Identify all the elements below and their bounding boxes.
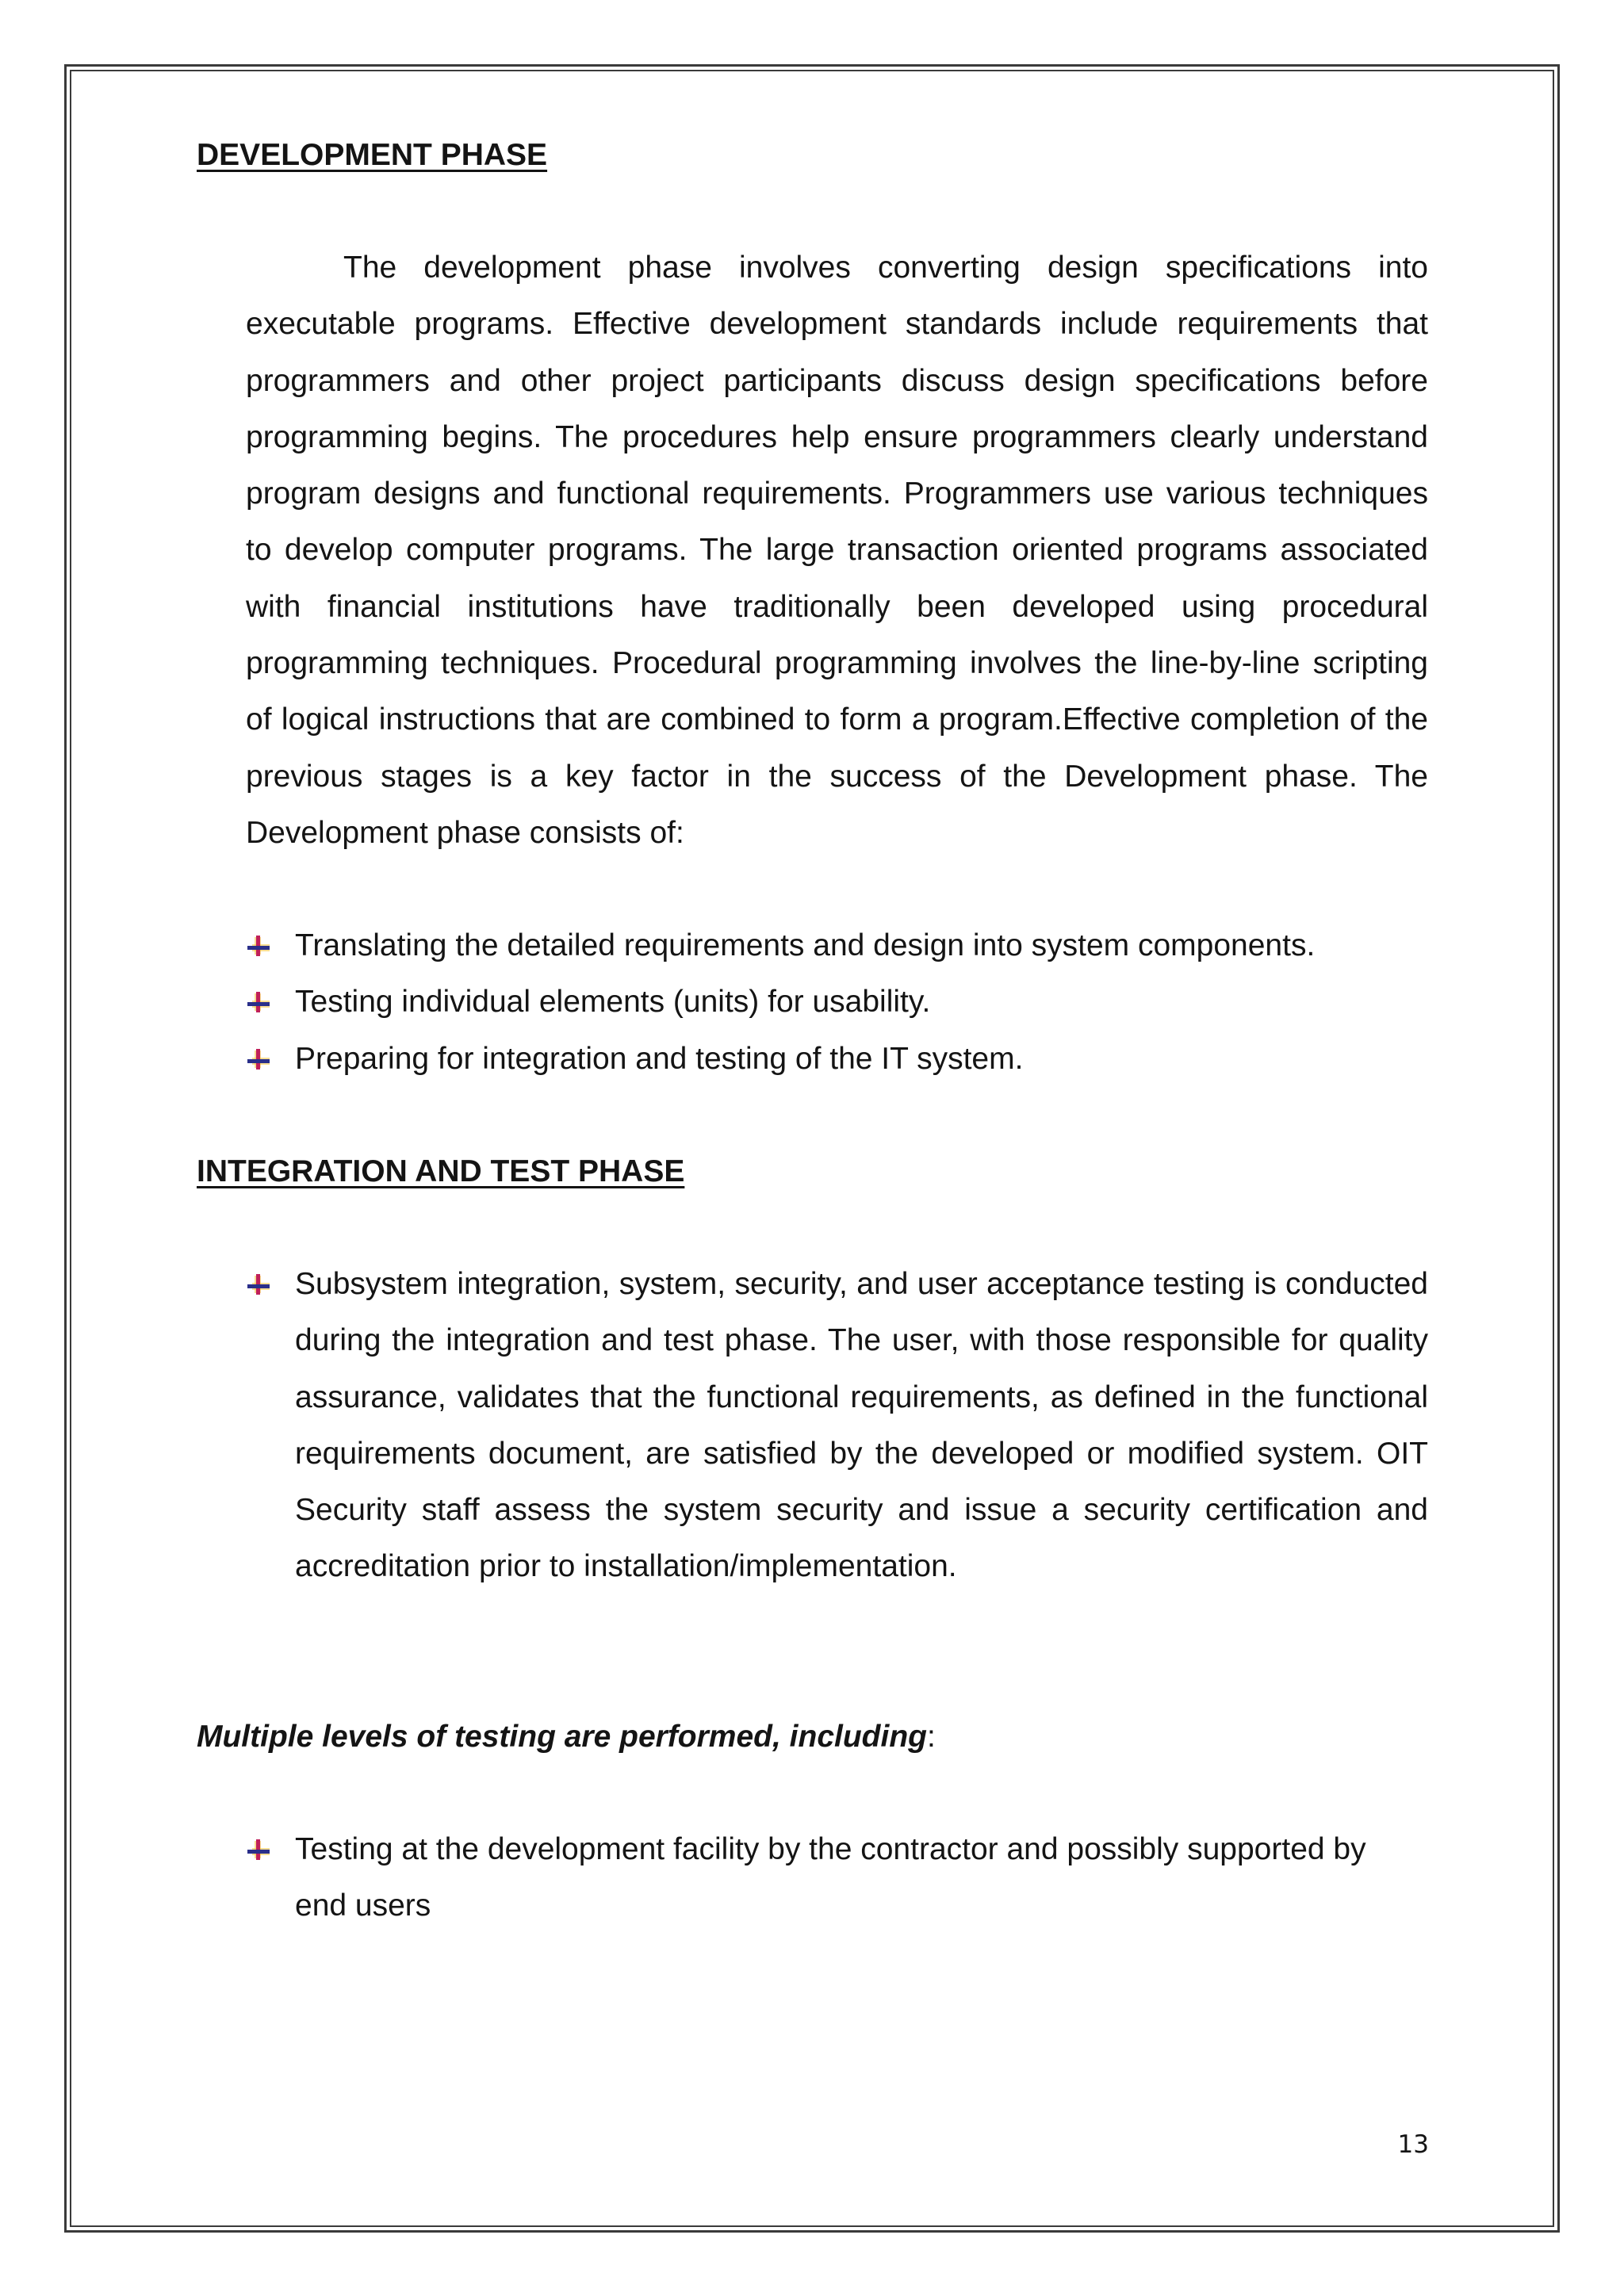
integration-phase-bullet-list — [246, 1256, 1428, 1595]
list-item-text: Testing individual elements (units) for usability. — [295, 985, 931, 1020]
cross-bullet-icon — [246, 936, 271, 958]
page-number: 13 — [1397, 2130, 1429, 2159]
list-item — [246, 974, 1428, 1030]
development-phase-paragraph: The development phase involves converting design specifications into executable programs. Effective development standards include requirements that programmers and other project participants discuss design specifications before programming begins. The procedures help ensure programmers clearly understand program designs and functional requirements. Programmers use various techniques to develop computer programs. The large transaction oriented programs associated with financial institutions have traditionally been developed using procedural programming techniques. Procedural programming involves the line-by-line scripting of logical instructions that are combined to form a program.Effective completion of the previous stages is a key factor in the success of the Development phase. The Development phase consists of: — [246, 251, 1428, 850]
list-item-text: Subsystem integration, system, security, and user acceptance testing is conducted during the integration and test phase. The user, with those responsible for quality assurance, validates that the functional requirements, as defined in the functional requirements document, are satisfied by the developed or modified system. OIT Security staff assess the system security and issue a security certification and accreditation prior to installation/implementation. — [295, 1267, 1428, 1584]
list-item — [246, 917, 1428, 974]
list-item — [246, 1821, 1428, 1934]
cross-bullet-icon — [246, 1049, 271, 1071]
development-phase-heading: DEVELOPMENT PHASE — [197, 138, 548, 172]
testing-levels-heading-text: Multiple levels of testing are performed, including — [197, 1720, 927, 1754]
cross-bullet-icon — [246, 1274, 271, 1296]
development-phase-bullet-list — [246, 917, 1428, 1087]
testing-levels-heading-colon: : — [926, 1720, 936, 1754]
list-item — [246, 1256, 1428, 1595]
integration-test-phase-heading: INTEGRATION AND TEST PHASE — [197, 1154, 685, 1188]
testing-levels-bullet-list — [246, 1821, 1428, 1934]
testing-levels-heading — [197, 1721, 936, 1752]
cross-bullet-icon — [246, 1839, 271, 1862]
cross-bullet-icon — [246, 992, 271, 1014]
list-item-text: Preparing for integration and testing of the IT system. — [295, 1041, 1024, 1076]
list-item — [246, 1031, 1428, 1087]
list-item-text: Testing at the development facility by the contractor and possibly supported by end users — [295, 1832, 1366, 1923]
list-item-text: Translating the detailed requirements and design into system components. — [295, 928, 1316, 962]
